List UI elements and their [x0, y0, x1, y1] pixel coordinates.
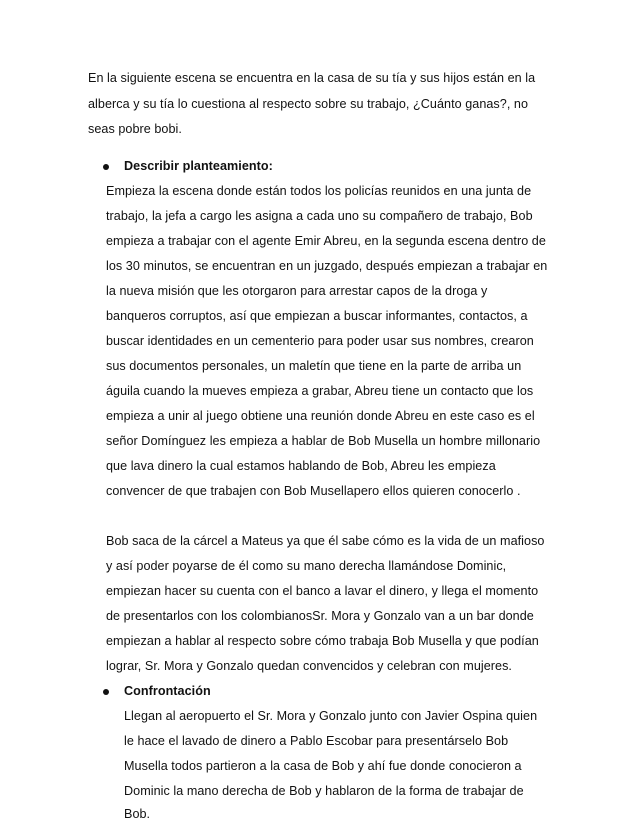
paragraph-line: sus documentos personales, un maletín que tiene en la parte de arriba un: [106, 359, 522, 373]
paragraph-line: convencer de que trabajen con Bob Musellapero ellos quieren conocerlo .: [106, 484, 521, 498]
paragraph-line: señor Domínguez les empieza a hablar de Bob Musella un hombre millonario: [106, 434, 541, 448]
intro-line: seas pobre bobi.: [88, 122, 182, 136]
paragraph-line: Llegan al aeropuerto el Sr. Mora y Gonzalo junto con Javier Ospina quien: [124, 709, 538, 723]
paragraph-line: Dominic la mano derecha de Bob y hablaron de la forma de trabajar de: [124, 784, 524, 798]
paragraph-line: Bob saca de la cárcel a Mateus ya que él sabe cómo es la vida de un mafioso: [106, 534, 545, 548]
paragraph-line: Bob.: [124, 807, 151, 821]
paragraph-line: empiezan a hablar al respecto sobre cómo trabaja Bob Musella y que podían: [106, 634, 539, 648]
section-heading-confrontacion: Confrontación: [124, 684, 211, 698]
intro-line: En la siguiente escena se encuentra en la casa de su tía y sus hijos están en la: [88, 71, 536, 85]
bullet-icon: [103, 689, 109, 695]
paragraph-line: buscar identidades en un cementerio para poder usar sus nombres, crearon: [106, 334, 534, 348]
paragraph-line: de presentarlos con los colombianosSr. Mora y Gonzalo van a un bar donde: [106, 609, 534, 623]
paragraph-line: Empieza la escena donde están todos los policías reunidos en una junta de: [106, 184, 532, 198]
paragraph-line: lograr, Sr. Mora y Gonzalo quedan convencidos y celebran con mujeres.: [106, 659, 512, 673]
intro-line: alberca y su tía lo cuestiona al respecto sobre su trabajo, ¿Cuánto ganas?, no: [88, 97, 529, 111]
paragraph-line: y así poder poyarse de él como su mano derecha llamándose Dominic,: [106, 559, 507, 573]
bullet-icon: [103, 164, 109, 170]
paragraph-line: Musella todos partieron a la casa de Bob y ahí fue donde conocieron a: [124, 759, 522, 773]
paragraph-line: los 30 minutos, se encuentran en un juzgado, después empiezan a trabajar en: [106, 259, 548, 273]
paragraph-line: trabajo, la jefa a cargo les asigna a cada uno su compañero de trabajo, Bob: [106, 209, 533, 223]
paragraph-line: banqueros corruptos, así que empiezan a buscar informantes, contactos, a: [106, 309, 528, 323]
paragraph-line: empieza a unir al juego obtiene una reunión donde Abreu en este caso es el: [106, 409, 535, 423]
paragraph-line: la nueva misión que les otorgaron para arrestar capos de la droga y: [106, 284, 488, 298]
paragraph-line: empiezan hacer su cuenta con el banco a lavar el dinero, y llega el momento: [106, 584, 539, 598]
paragraph-line: le hace el lavado de dinero a Pablo Escobar para presentárselo Bob: [124, 734, 509, 748]
paragraph-line: empieza a trabajar con el agente Emir Abreu, en la segunda escena dentro de: [106, 234, 546, 248]
paragraph-line: águila cuando la mueves empieza a grabar, Abreu tiene un contacto que los: [106, 384, 534, 398]
paragraph-line: que lava dinero la cual estamos hablando de Bob, Abreu les empieza: [106, 459, 496, 473]
section-heading-planteamiento: Describir planteamiento:: [124, 159, 273, 173]
